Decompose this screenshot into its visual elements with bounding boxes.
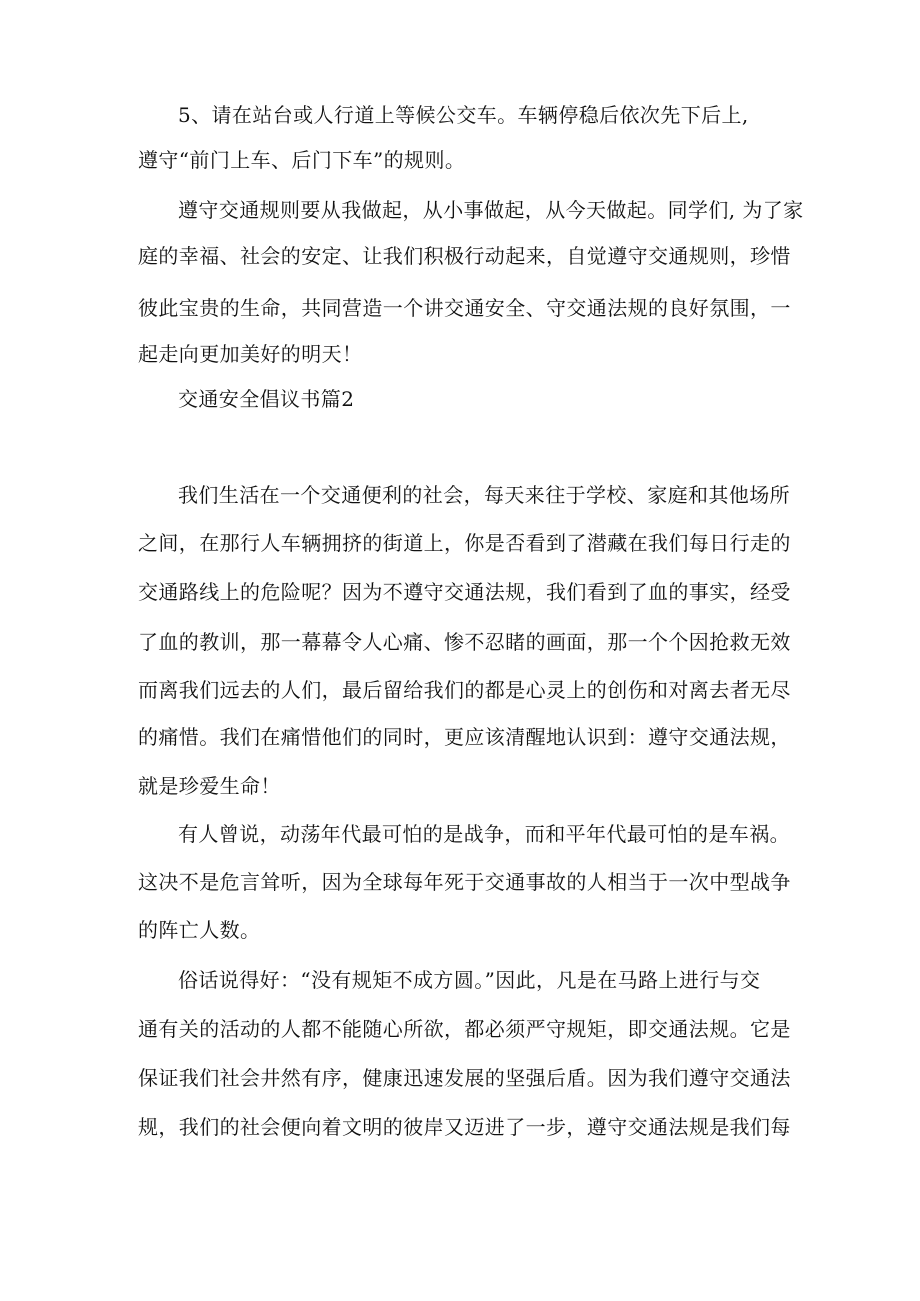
text-line-p3-4: 规，我们的社会便向着文明的彼岸又迈进了一步，遵守交通法规是我们每 — [138, 1115, 791, 1139]
text-line-p1-3: 交通路线上的危险呢？因为不遵守交通法规，我们看到了血的事实，经受 — [138, 580, 791, 604]
text-line-conclusion-2: 庭的幸福、社会的安定、让我们积极行动起来，自觉遵守交通规则，珍惜 — [138, 244, 791, 268]
text-line-p3-3: 保证我们社会井然有序，健康迅速发展的坚强后盾。因为我们遵守交通法 — [138, 1066, 791, 1090]
text-line-p1-7: 就是珍爱生命！ — [138, 774, 281, 798]
text-line-conclusion-4: 起走向更加美好的明天！ — [138, 342, 363, 366]
text-line-p1-4: 了血的教训，那一幕幕令人心痛、惨不忍睹的画面，那一个个因抢救无效 — [138, 630, 791, 654]
text-line-conclusion-1: 遵守交通规则要从我做起，从小事做起，从今天做起。同学们, 为了家 — [178, 198, 804, 222]
text-line-p2-1: 有人曾说，动荡年代最可怕的是战争，而和平年代最可怕的是车祸。 — [178, 822, 790, 846]
text-line-p3-2: 通有关的活动的人都不能随心所欲，都必须严守规矩，即交通法规。它是 — [138, 1017, 791, 1041]
text-line-p2-3: 的阵亡人数。 — [138, 918, 261, 942]
text-line-item5-2: 遵守“前门上车、后门下车”的规则。 — [138, 148, 466, 172]
text-line-p1-1: 我们生活在一个交通便利的社会，每天来往于学校、家庭和其他场所 — [178, 483, 790, 507]
section-heading: 交通安全倡议书篇2 — [178, 387, 355, 411]
text-line-p3-1: 俗话说得好：“没有规矩不成方圆。”因此，凡是在马路上进行与交 — [178, 968, 761, 992]
text-line-p2-2: 这决不是危言耸听，因为全球每年死于交通事故的人相当于一次中型战争 — [138, 870, 791, 894]
text-line-conclusion-3: 彼此宝贵的生命，共同营造一个讲交通安全、守交通法规的良好氛围，一 — [138, 296, 791, 320]
text-line-item5-1: 5、请在站台或人行道上等候公交车。车辆停稳后依次先下后上, — [178, 103, 749, 127]
text-line-p1-2: 之间，在那行人车辆拥挤的街道上，你是否看到了潜藏在我们每日行走的 — [138, 531, 791, 555]
text-line-p1-5: 而离我们远去的人们，最后留给我们的都是心灵上的创伤和对离去者无尽 — [138, 678, 791, 702]
text-line-p1-6: 的痛惜。我们在痛惜他们的同时，更应该清醒地认识到：遵守交通法规， — [138, 725, 791, 749]
